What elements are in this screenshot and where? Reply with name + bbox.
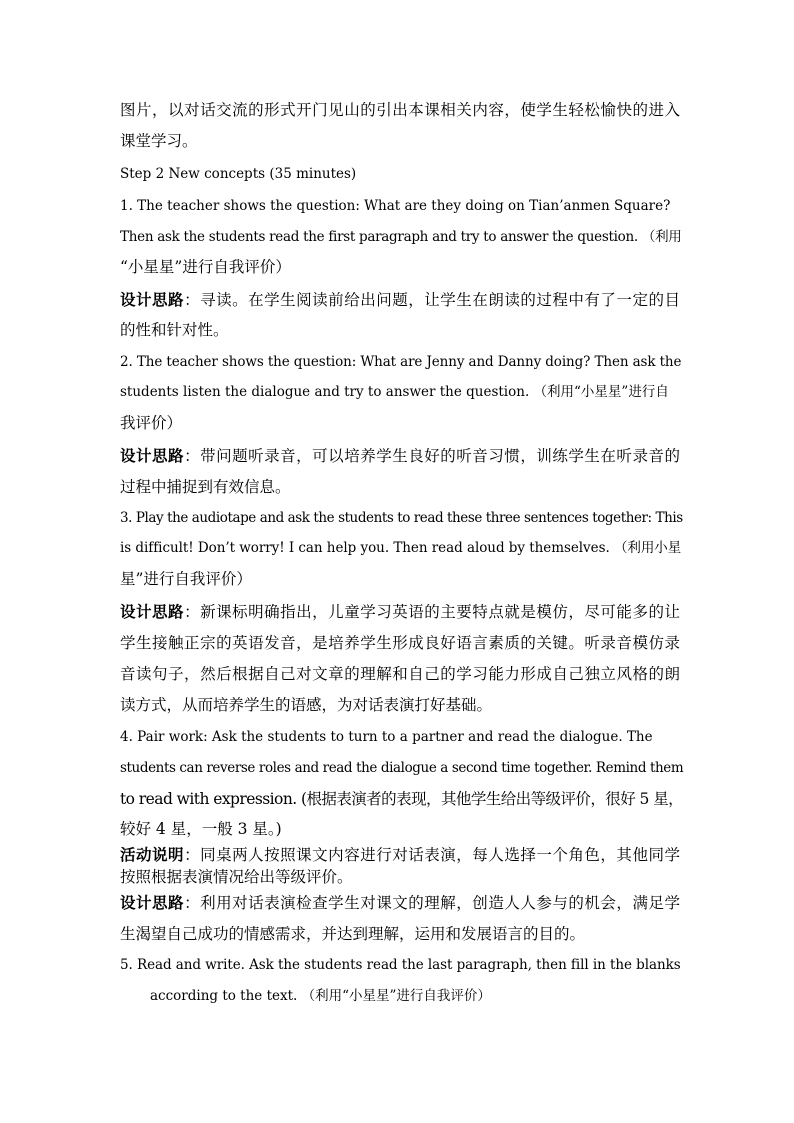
activity-note-line-1 [120,846,680,865]
intro-line-1: 图片，以对话交流的形式开门见山的引出本课相关内容，使学生轻松愉快的进入 [120,101,680,119]
design-note-2-line-1 [120,447,680,466]
item-4-line-3: to read with expression. (根据表演者的表现，其他学生给出等级评价，很好 5 星， [120,790,684,808]
design-note-3-line-2: 学生接触正宗的英语发音，是培养学生形成良好语言素质的关键。听录音模仿录 [120,634,680,652]
design-note-3-line-4: 读方式，从而培养学生的语感，为对话表演打好基础。 [120,696,493,714]
design-note-1-line-2: 的性和针对性。 [120,321,229,339]
intro-line-2: 课堂学习。 [120,132,198,150]
design-note-text: ：新课标明确指出，儿童学习英语的主要特点就是模仿，尽可能多的让 [184,603,680,621]
item-2-line-1: 2. The teacher shows the question: What are Jenny and Danny doing? Then ask the [120,354,682,370]
step-2-heading: Step 2 New concepts (35 minutes) [120,166,357,182]
item-4-line-4: 较好 4 星，一般 3 星。) [120,820,282,838]
activity-note-text: ：同桌两人按照课文内容进行对话表演，每人选择一个角色，其他同学 [184,846,680,864]
item-5-line-1: 5. Read and write. Ask the students read the last paragraph, then fill in the blanks [120,957,681,973]
item-2-line-3: 我评价） [120,414,183,432]
item-1-line-3: “小星星”进行自我评价） [120,258,291,276]
design-note-3-line-1 [120,603,680,622]
item-3-line-1: 3. Play the audiotape and ask the students to read these three sentences together: This [120,510,683,526]
design-note-3-line-3: 音读句子，然后根据自己对文章的理解和自己的学习能力形成自己独立风格的朗 [120,665,680,683]
design-note-text: ：带问题听录音，可以培养学生良好的听音习惯，训练学生在听录音的 [184,447,680,465]
activity-note-label: 活动说明 [120,845,185,864]
design-note-4-line-2: 生渴望自己成功的情感需求，并达到理解，运用和发展语言的目的。 [120,925,586,943]
item-1-line-1: 1. The teacher shows the question: What are they doing on Tian’anmen Square? [120,198,671,214]
activity-note-line-2: 按照根据表演情况给出等级评价。 [120,868,353,886]
design-note-text: ：利用对话表演检查学生对课文的理解，创造人人参与的机会，满足学 [184,894,680,912]
item-1-line-2: Then ask the students read the first paragraph and try to answer the question. （利用 [120,229,682,245]
design-note-label: 设计思路 [120,893,185,912]
design-note-label: 设计思路 [120,602,185,621]
design-note-1-line-1 [120,291,680,310]
design-note-label: 设计思路 [120,446,185,465]
item-5-line-2: according to the text. （利用“小星星”进行自我评价） [150,988,491,1004]
item-4-line-2: students can reverse roles and read the dialogue a second time together. Remind them [120,760,684,776]
design-note-label: 设计思路 [120,290,185,309]
item-4-line-1: 4. Pair work: Ask the students to turn to a partner and read the dialogue. The [120,729,653,745]
item-2-line-2: students listen the dialogue and try to answer the question. （利用“小星星”进行自 [120,384,669,400]
item-3-line-3: 星”进行自我评价） [120,570,252,588]
design-note-text: ：寻读。在学生阅读前给出问题，让学生在朗读的过程中有了一定的目 [184,291,680,309]
design-note-4-line-1 [120,894,680,913]
item-3-line-2: is difficult! Don’t worry! I can help you. Then read aloud by themselves. （利用小星 [120,540,682,556]
design-note-2-line-2: 过程中捕捉到有效信息。 [120,478,291,496]
